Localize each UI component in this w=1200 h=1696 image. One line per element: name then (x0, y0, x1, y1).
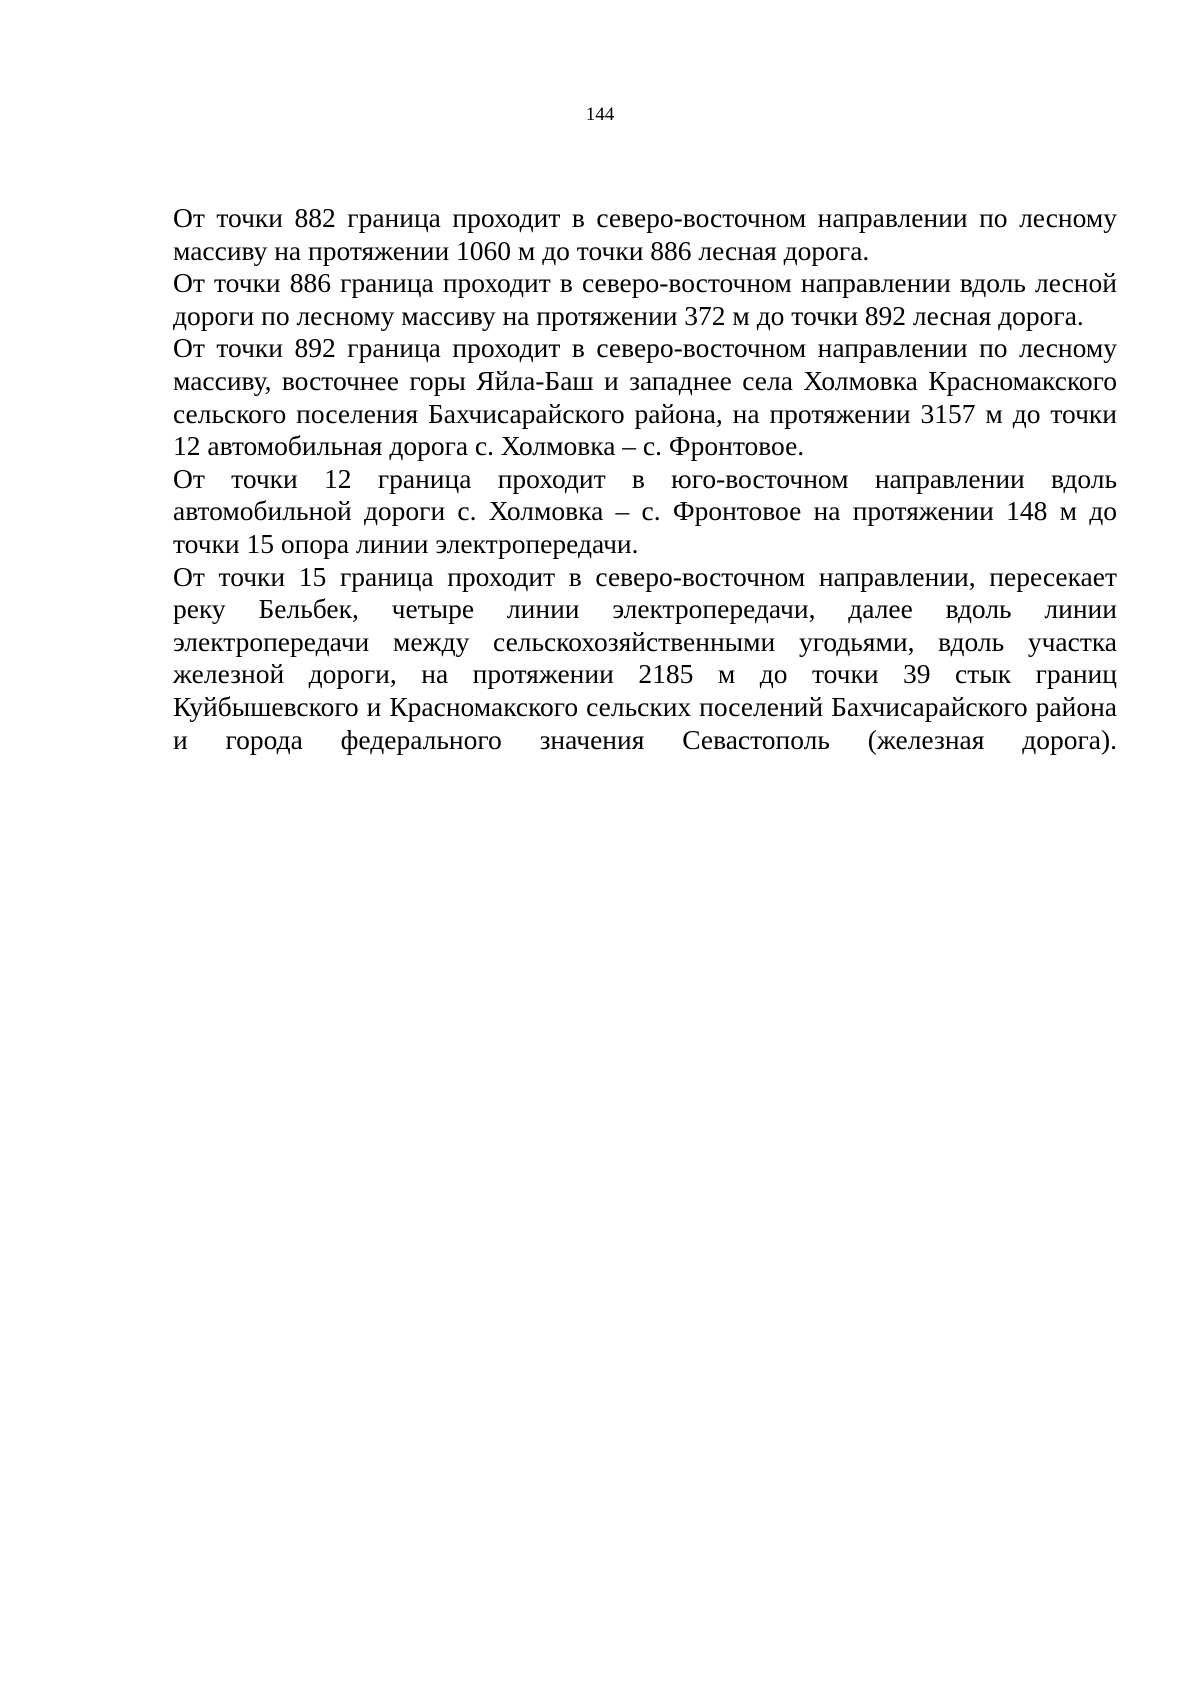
document-body (173, 202, 1117, 756)
paragraph-2: От точки 886 граница проходит в северо-восточном направлении вдоль лесной дороги по лесному массиву на протяжении 372 м до точки 892 лесная дорога. (173, 267, 1117, 331)
paragraph-3: От точки 892 граница проходит в северо-восточном направлении по лесному массиву, восточнее горы Яйла-Баш и западнее села Холмовка Красномакского сельского поселения Бахчисарайского района, на протяжении 3157 м до точки 12 автомобильная дорога с. Холмовка – с. Фронтовое. (173, 332, 1117, 462)
paragraph-5: От точки 15 граница проходит в северо-восточном направлении, пересекает реку Бельбек, четыре линии электропередачи, далее вдоль линии электропередачи между сельскохозяйственными угодьями, вдоль участка железной дороги, на протяжении 2185 м до точки 39 стык границ Куйбышевского и Красномакского сельских поселений Бахчисарайского района и города федерального значения Севастополь (железная дорога). (173, 560, 1117, 755)
paragraph-1: От точки 882 граница проходит в северо-восточном направлении по лесному массиву на протяжении 1060 м до точки 886 лесная дорога. (173, 202, 1117, 266)
page-number: 144 (585, 104, 615, 125)
paragraph-4: От точки 12 граница проходит в юго-восточном направлении вдоль автомобильной дороги с. Холмовка – с. Фронтовое на протяжении 148 м до точки 15 опора линии электропередачи. (173, 462, 1117, 559)
